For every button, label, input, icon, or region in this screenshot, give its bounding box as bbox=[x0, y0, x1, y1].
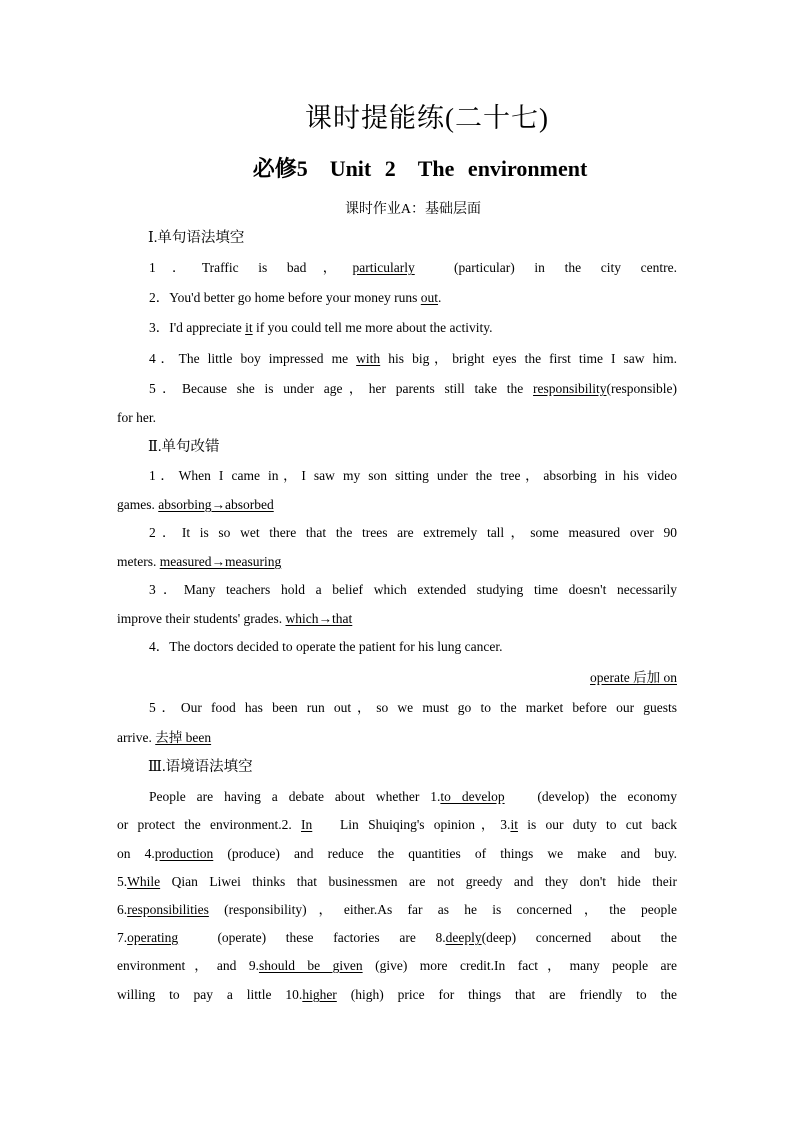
answer: While bbox=[127, 874, 161, 889]
answer: particularly bbox=[352, 260, 415, 275]
question-line: 4．The doctors decided to operate the patient for his lung cancer. bbox=[149, 639, 503, 654]
question-line: improve their students' grades. which→that bbox=[117, 611, 353, 626]
answer: to develop bbox=[440, 789, 505, 804]
answer: responsibility bbox=[533, 381, 607, 396]
answer: operate 后加 on bbox=[590, 670, 677, 685]
page-subtitle: 必修5 Unit 2 The environment bbox=[252, 156, 588, 181]
section-heading: Ⅱ.单句改错 bbox=[148, 439, 220, 455]
question-line: 5．Because she is under age，her parents still take the responsibility(responsible) bbox=[149, 381, 677, 396]
answer: deeply bbox=[445, 930, 482, 945]
question-line: 2．It is so wet there that the trees are extremely tall，some measured over 90 bbox=[149, 525, 677, 540]
answer: 去掉 been bbox=[155, 730, 212, 745]
passage-line: 5.While Qian Liwei thinks that businessmen are not greedy and they don't hide their bbox=[117, 874, 677, 889]
question-line: games. absorbing→absorbed bbox=[117, 497, 274, 512]
answer: measured→measuring bbox=[159, 554, 282, 569]
answer: absorbing→absorbed bbox=[158, 497, 274, 512]
passage-line: People are having a debate about whether 1.to develop (develop) the economy bbox=[149, 789, 678, 804]
passage-line: 6.responsibilities (responsibility)，either.As far as he is concerned，the people bbox=[117, 902, 677, 917]
passage-line: or protect the environment.2. In Lin Shuiqing's opinion，3.it is our duty to cut back bbox=[117, 817, 678, 832]
question-line: for her. bbox=[117, 410, 156, 425]
answer: which→that bbox=[285, 611, 353, 626]
answer: In bbox=[301, 817, 313, 832]
question-line: arrive. 去掉 been bbox=[117, 730, 212, 745]
assignment-level: 课时作业A：基础层面 bbox=[344, 202, 482, 217]
question-line: 2．You'd better go home before your money runs out. bbox=[149, 290, 442, 305]
question-line bbox=[117, 669, 677, 687]
answer: it bbox=[245, 320, 253, 335]
answer: production bbox=[154, 846, 214, 861]
answer: operating bbox=[127, 930, 179, 945]
page-title: 课时提能练(二十七) bbox=[305, 103, 549, 133]
answer: with bbox=[356, 351, 381, 366]
answer: it bbox=[510, 817, 518, 832]
answer: out bbox=[420, 290, 439, 305]
passage-line: environment，and 9.should be given (give) more credit.In fact，many people are bbox=[117, 958, 678, 973]
question-line: 4．The little boy impressed me with his big，bright eyes the first time I saw him. bbox=[149, 351, 677, 366]
question-line: 5．Our food has been run out，so we must go to the market before our guests bbox=[149, 700, 677, 715]
passage-line: willing to pay a little 10.higher (high) price for things that are friendly to the bbox=[117, 987, 677, 1002]
question-line: 1．Traffic is bad，particularly (particular) in the city centre. bbox=[149, 260, 677, 275]
answer: higher bbox=[302, 987, 337, 1002]
answer: should be given bbox=[258, 958, 363, 973]
question-line: 1．When I came in，I saw my son sitting under the tree，absorbing in his video bbox=[149, 468, 677, 483]
question-line: 3．I'd appreciate it if you could tell me more about the activity. bbox=[149, 320, 493, 335]
question-line: meters. measured→measuring bbox=[117, 554, 282, 569]
question-line: 3．Many teachers hold a belief which extended studying time doesn't necessarily bbox=[149, 582, 677, 597]
answer: responsibilities bbox=[127, 902, 209, 917]
passage-line: 7.operating (operate) these factories are 8.deeply(deep) concerned about the bbox=[117, 930, 678, 945]
passage-line: on 4.production (produce) and reduce the quantities of things we make and buy. bbox=[117, 846, 677, 861]
section-heading: Ⅰ.单句语法填空 bbox=[148, 230, 245, 246]
section-heading: Ⅲ.语境语法填空 bbox=[148, 759, 253, 775]
